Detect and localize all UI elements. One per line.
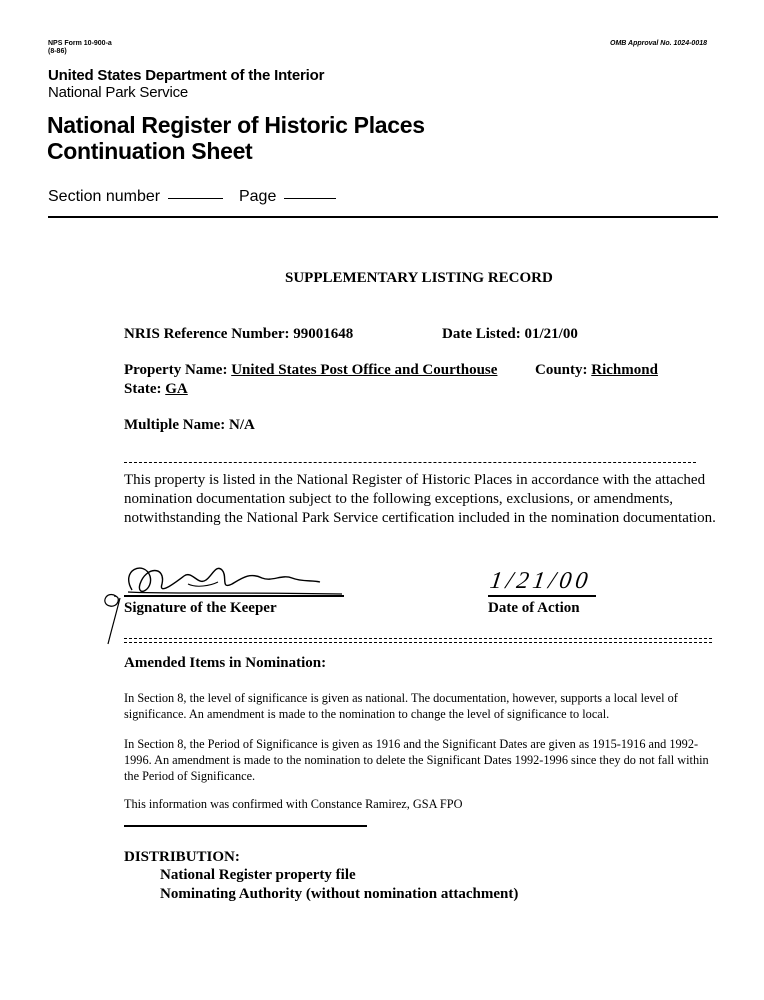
distribution-heading: DISTRIBUTION: <box>124 849 240 865</box>
state-label: State: <box>124 381 162 397</box>
nris-value: 99001648 <box>293 326 354 342</box>
property-name <box>124 362 497 379</box>
form-title-line1: National Register of Historic Places <box>47 112 425 138</box>
multiple-value: N/A <box>228 417 255 433</box>
date-listed <box>442 326 578 343</box>
double-separator-bottom <box>124 642 712 643</box>
page-label: Page <box>238 188 277 205</box>
county-label: County: <box>535 362 588 378</box>
multiple-name <box>124 417 255 434</box>
page-number-blank <box>284 198 336 199</box>
section-page-line <box>48 188 336 206</box>
multiple-label: Multiple Name: <box>124 417 226 433</box>
record-heading: SUPPLEMENTARY LISTING RECORD <box>285 270 553 286</box>
double-separator-top <box>124 638 712 639</box>
form-edition: (8-86) <box>48 48 67 55</box>
header-divider <box>48 216 718 218</box>
omb-approval: OMB Approval No. 1024-0018 <box>610 40 707 47</box>
confirmation-note: This information was confirmed with Constance Ramirez, GSA FPO <box>124 797 463 811</box>
state-value: GA <box>165 381 188 397</box>
confirmation-rule <box>124 825 367 827</box>
state <box>124 381 188 398</box>
date-line <box>488 595 596 597</box>
handwritten-date: 1/21/00 <box>488 568 594 594</box>
nris-label: NRIS Reference Number: <box>124 326 290 342</box>
form-number: NPS Form 10-900-a <box>48 40 112 47</box>
signature-line <box>124 595 344 597</box>
amendments-heading: Amended Items in Nomination: <box>124 655 327 671</box>
county-value: Richmond <box>591 362 658 378</box>
county <box>535 362 658 379</box>
department-name: United States Department of the Interior <box>48 67 325 84</box>
amendment-paragraph-2: In Section 8, the Period of Significance is given as 1916 and the Significant Dates are given as 1915-1916 and 1992-1996. An amendment is made to the nomination to delete the Significant Dates 1992-1996 since they do not fall within the Period of Significance. <box>124 737 709 783</box>
property-label: Property Name: <box>124 362 228 378</box>
keeper-label: Signature of the Keeper <box>124 600 277 616</box>
date-of-action-label: Date of Action <box>488 600 580 616</box>
agency-name: National Park Service <box>48 84 189 101</box>
section-number-label: Section number <box>48 188 161 205</box>
distribution-item-2: Nominating Authority (without nomination attachment) <box>160 886 519 902</box>
listing-statement: This property is listed in the National Register of Historic Places in accordance with the attached nomination documentation subject to the following exceptions, exclusions, or amendments, notwithstanding the National Park Service certification included in the nomination documentation. <box>124 472 716 526</box>
section-number-blank <box>168 198 223 199</box>
nris-reference <box>124 326 353 343</box>
distribution-item-1: National Register property file <box>160 867 356 883</box>
date-listed-value: 01/21/00 <box>524 326 578 342</box>
amendment-paragraph-1: In Section 8, the level of significance is given as national. The documentation, however, supports a local level of significance. An amendment is made to the nomination to change the level of significance to local. <box>124 691 678 721</box>
property-value: United States Post Office and Courthouse <box>231 362 498 378</box>
dashed-separator <box>124 462 696 463</box>
form-title-line2: Continuation Sheet <box>47 138 253 164</box>
date-listed-label: Date Listed: <box>442 326 521 342</box>
